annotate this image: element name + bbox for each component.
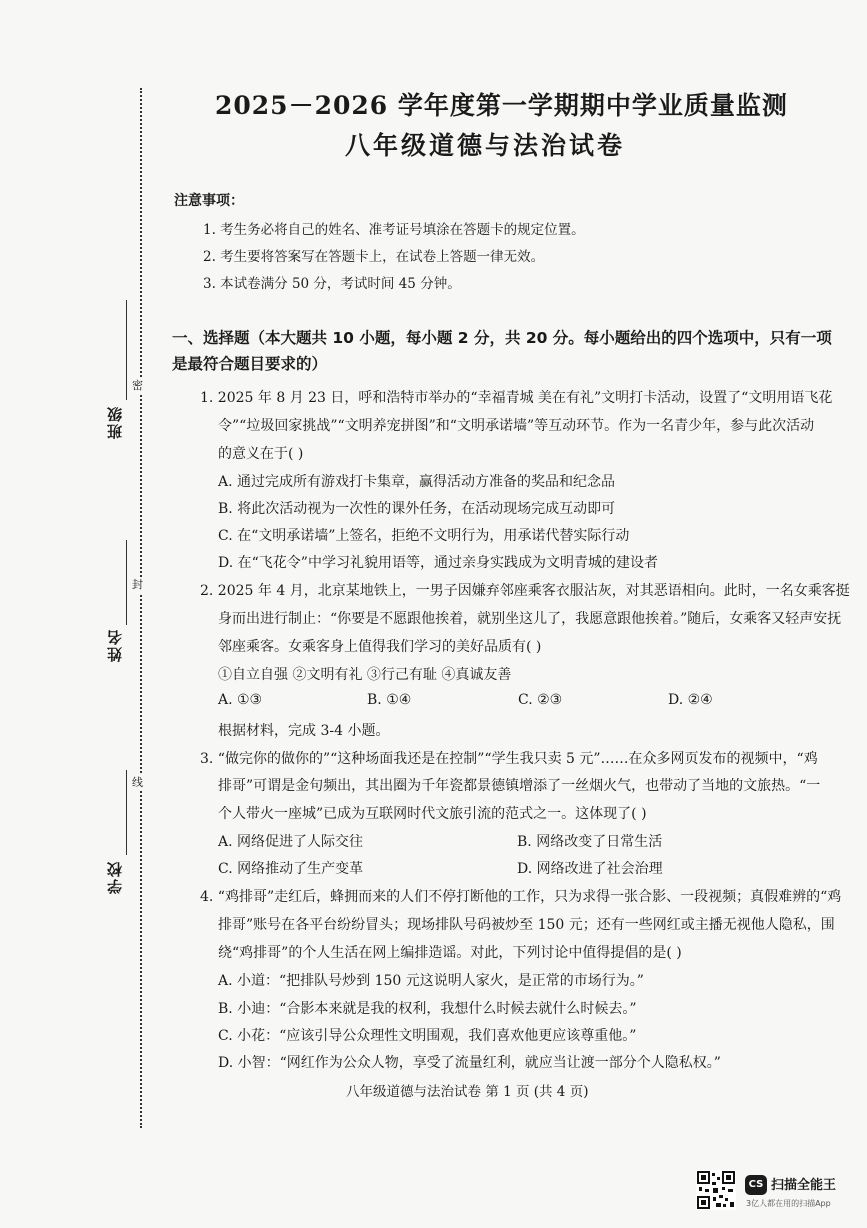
name-label: 姓名 [106, 628, 124, 662]
q4-stem-line3: 绕“鸡排哥”的个人生活在网上编排造谣。对此，下列讨论中值得提倡的是( ) [218, 945, 682, 961]
q4-option-a: A. 小道：“把排队号炒到 150 元这说明人家火，是正常的市场行为。” [218, 973, 644, 989]
name-underline [126, 540, 127, 625]
q2-option-d: D. ②④ [668, 692, 713, 708]
q3-option-d: D. 网络改进了社会治理 [517, 861, 663, 877]
scanner-tagline: 3亿人都在用的扫描App [746, 1199, 831, 1208]
page-footer: 八年级道德与法治试卷 第 1 页 (共 4 页) [346, 1084, 589, 1100]
school-label: 学校 [106, 860, 124, 894]
notice-item-1: 1. 考生务必将自己的姓名、准考证号填涂在答题卡的规定位置。 [203, 222, 585, 238]
q1-option-a: A. 通过完成所有游戏打卡集章，赢得活动方准备的奖品和纪念品 [218, 474, 616, 490]
q2-stem-line3: 邻座乘客。女乘客身上值得我们学习的美好品质有( ) [218, 639, 542, 655]
class-underline [126, 300, 127, 400]
class-label: 班级 [106, 405, 124, 439]
q3-stem-line2: 排哥”可谓是金句频出，其出圈为千年瓷都景德镇增添了一丝烟火气，也带动了当地的文旅热。“一 [218, 778, 821, 794]
q3-stem-line3: 个人带火一座城”已成为互联网时代文旅引流的范式之一。这体现了( ) [218, 806, 647, 822]
q4-stem-line1: 4. “鸡排哥”走红后，蜂拥而来的人们不停打断他的工作，只为求得一张合影、一段视频；真假难辨的“鸡 [200, 889, 842, 905]
section-heading: 一、选择题（本大题共 10 小题，每小题 2 分，共 20 分。每小题给出的四个选项中，只有一项是最符合题目要求的） [172, 329, 832, 373]
q1-option-d: D. 在“飞花令”中学习礼貌用语等，通过亲身实践成为文明青城的建设者 [218, 555, 658, 571]
q3-option-a: A. 网络促进了人际交往 [218, 834, 364, 850]
seal-mark-feng: 封 [132, 578, 143, 591]
q1-stem-line2: 令”“垃圾回家挑战”“文明养宠拼图”和“文明承诺墙”等互动环节。作为一名青少年，参与此次活动 [218, 418, 815, 434]
q1-option-b: B. 将此次活动视为一次性的课外任务，在活动现场完成互动即可 [218, 501, 616, 517]
q4-stem-line2: 排哥”账号在各平台纷纷冒头；现场排队号码被炒至 150 元；还有一些网红或主播无视他人隐私，围 [218, 917, 835, 933]
school-underline [126, 770, 127, 855]
q4-option-d: D. 小智：“网红作为公众人物，享受了流量红利，就应当让渡一部分个人隐私权。” [218, 1055, 721, 1071]
exam-title: 2025－2026 学年度第一学期期中学业质量监测 [215, 91, 788, 120]
q4-option-b: B. 小迪：“合影本来就是我的权利，我想什么时候去就什么时候去。” [218, 1001, 637, 1017]
q1-option-c: C. 在“文明承诺墙”上签名，拒绝不文明行为，用承诺代替实际行动 [218, 528, 630, 544]
q4-option-c: C. 小花：“应该引导公众理性文明围观，我们喜欢他更应该尊重他。” [218, 1028, 637, 1044]
qr-code-icon [696, 1170, 736, 1210]
scanner-app-name: 扫描全能王 [771, 1178, 837, 1193]
q3-option-b: B. 网络改变了日常生活 [517, 834, 663, 850]
q3-option-c: C. 网络推动了生产变革 [218, 861, 364, 877]
material-instruction: 根据材料，完成 3-4 小题。 [218, 723, 390, 739]
q1-stem-line3: 的意义在于( ) [218, 446, 304, 462]
q2-stem-line1: 2. 2025 年 4 月，北京某地铁上，一男子因嫌弃邻座乘客衣服沾灰，对其恶语相向。此时，一名女乘客挺 [200, 583, 850, 599]
notice-heading: 注意事项： [174, 193, 244, 209]
notice-item-2: 2. 考生要将答案写在答题卡上，在试卷上答题一律无效。 [203, 249, 545, 265]
q2-statements: ①自立自强 ②文明有礼 ③行己有耻 ④真诚友善 [218, 667, 512, 683]
q2-option-b: B. ①④ [367, 692, 412, 708]
notice-item-3: 3. 本试卷满分 50 分，考试时间 45 分钟。 [203, 276, 461, 292]
q1-stem-line1: 1. 2025 年 8 月 23 日，呼和浩特市举办的“幸福青城 美在有礼”文明打卡活动，设置了“文明用语飞花 [200, 390, 833, 406]
q2-option-a: A. ①③ [218, 692, 263, 708]
q2-stem-line2: 身而出进行制止：“你要是不愿跟他挨着，就别坐这儿了，我愿意跟他挨着。”随后，女乘客又轻声安抚 [218, 611, 842, 627]
camscanner-logo-icon: CS [745, 1175, 767, 1195]
exam-subtitle: 八年级道德与法治试卷 [345, 131, 626, 160]
binding-dotted-line [140, 88, 142, 1128]
seal-mark-xian: 线 [132, 776, 143, 789]
q3-stem-line1: 3. “做完你的做你的”“这种场面我还是在控制”“学生我只卖 5 元”……在众多网页发布的视频中，“鸡 [200, 751, 818, 767]
seal-mark-mi: 密 [132, 379, 143, 392]
q2-option-c: C. ②③ [518, 692, 563, 708]
